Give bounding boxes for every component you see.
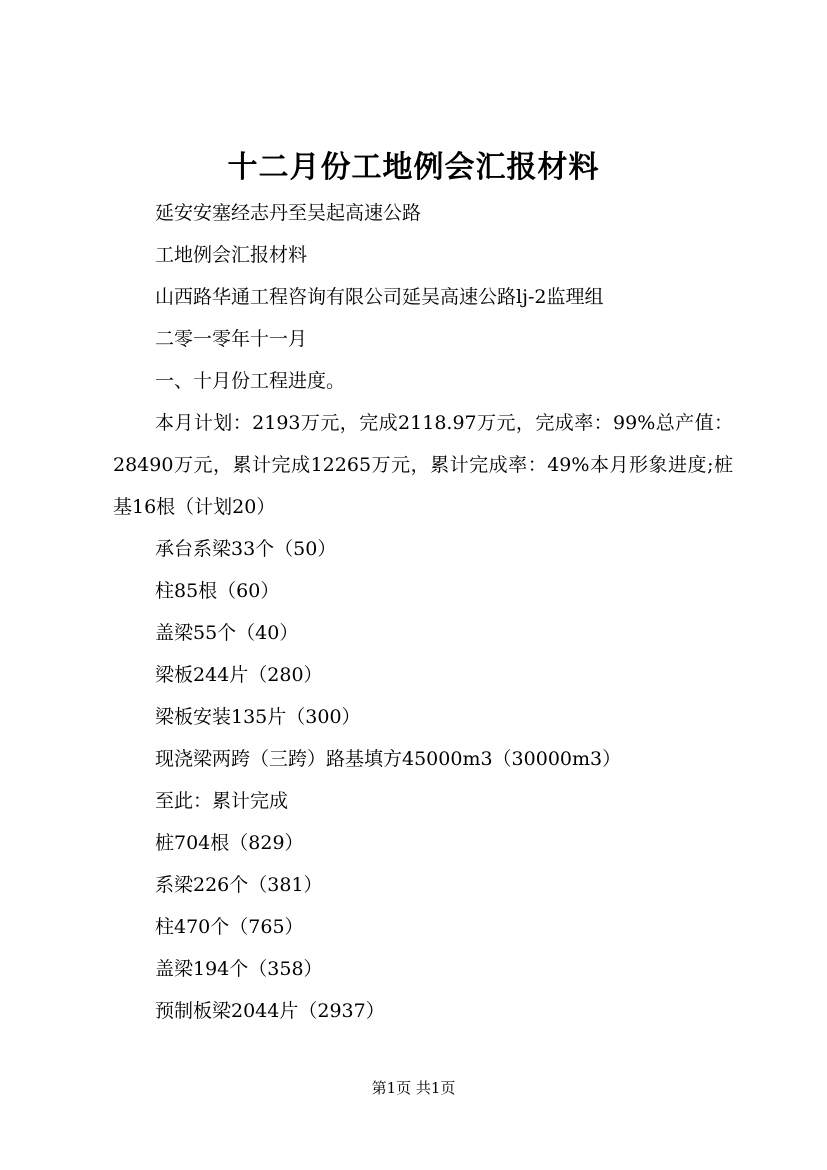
list-item: 梁板安装135片（300）: [155, 706, 361, 728]
section-heading: 一、十月份工程进度。: [155, 370, 346, 392]
list-item: 系梁226个（381）: [155, 874, 323, 896]
list-item: 盖梁55个（40）: [155, 622, 299, 644]
document-body: [113, 192, 733, 1032]
document-title: 十二月份工地例会汇报材料: [227, 150, 600, 185]
list-item: 梁板244片（280）: [155, 664, 323, 686]
list-item: 桩704根（829）: [155, 832, 304, 854]
list-item: 现浇梁两跨（三跨）路基填方45000m3（30000m3）: [155, 748, 622, 770]
company-line: 山西路华通工程咨询有限公司延吴高速公路lj-2监理组: [155, 286, 604, 308]
list-item: 柱85根（60）: [155, 580, 280, 602]
list-item: 承台系梁33个（50）: [155, 538, 337, 560]
list-item: 盖梁194个（358）: [155, 958, 323, 980]
list-item: 柱470个（765）: [155, 916, 304, 938]
list-item: 至此：累计完成: [155, 790, 289, 812]
progress-paragraph: 本月计划：2193万元，完成2118.97万元，完成率：99%总产值：28490万元，累计完成12265万元，累计完成率：49%本月形象进度;桩基16根（计划20）: [113, 412, 733, 518]
report-subtitle-line: 工地例会汇报材料: [155, 244, 308, 266]
date-line: 二零一零年十一月: [155, 328, 308, 350]
project-name-line: 延安安塞经志丹至吴起高速公路: [155, 202, 422, 224]
page-footer: 第1页 共1页: [371, 1079, 456, 1097]
list-item: 预制板梁2044片（2937）: [155, 1000, 385, 1022]
